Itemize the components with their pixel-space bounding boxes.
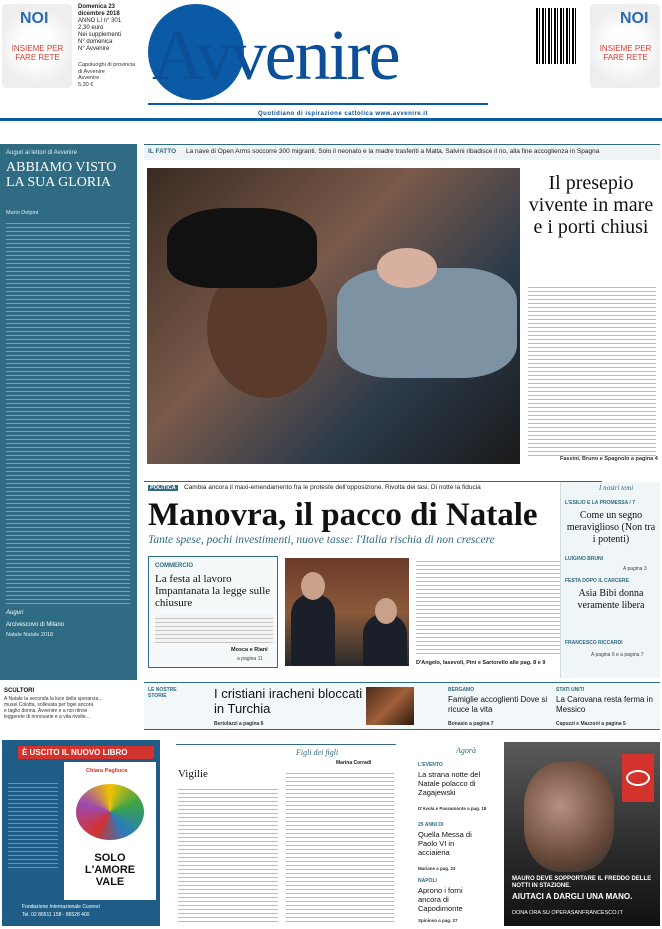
theme1-author: LUIGINO BRUNI [565,556,604,562]
commercio-byline: Mosca e Riani [231,647,268,653]
column-body-left [178,786,278,922]
lead-story-headline: Manovra, il pacco di Natale [148,497,538,533]
charity-text1: MAURO DEVE SOPPORTARE IL FREDDO DELLE NOTTI IN STAZIONE. [512,876,652,889]
theme2-page: A pagina 6 e a pagina 7 [591,652,644,658]
top-story-tag: IL FATTO [148,148,177,155]
column-rule [176,744,396,745]
agora3-kicker: NAPOLI [418,878,437,884]
agora-column [404,740,496,926]
column-article [176,740,396,926]
charity-text3: DONA ORA SU OPERASANFRANCESCO.IT [512,910,623,916]
book-ad[interactable] [2,740,160,926]
photo-man-left [291,594,335,666]
strip-a-kicker: LE NOSTRE STORIE [148,687,177,699]
left-signature-top: Mario Delpini [6,210,39,216]
strip-photo [366,687,414,725]
charity-text2: AIUTACI A DARGLI UNA MANO. [512,892,633,901]
lead-story-strap: Cambia ancora il maxi-emendamento fra le proteste dell'opposizione. Rivolta dei tasi. Di notte la fiducia [184,484,481,491]
barcode [536,8,576,64]
top-story-strap: La nave di Open Arms soccorre 300 migranti. Solo il neonato e la madre trasferiti a Malta. Salvini ribadisce il no, alla fine accoglienza in Spagna [186,148,600,155]
agora2-title: Quella Messa di Paolo VI in acciaieria [418,830,472,857]
strip-c-kicker: STATI UNITI [556,687,585,693]
side-note: di Avvenire [78,68,105,75]
column-title: Vigilie [178,768,208,780]
book-ad-body [8,780,58,870]
logo-rule [148,103,488,105]
charity-logo-mark [626,770,650,786]
scultori-line: leggerete di rinnovarie e a vita rivolte... [4,714,90,720]
side-notes [78,62,138,88]
book-phone: Tel. 02 86511 158 - 86528 400 [22,912,90,918]
book-ad-banner: È USCITO IL NUOVO LIBRO [18,746,154,759]
photo-man-right-face [375,598,397,624]
left-column [0,144,137,680]
book-publisher: Fondazione Internazionale Cuoresì [22,904,100,910]
agora-header: Agorà [456,746,476,755]
charity-ad[interactable] [504,742,660,926]
agora2-kicker: 25 ANNI DI [418,822,444,828]
strip-b-kicker: BERGAMO [448,687,475,693]
book-title: SOLO L'AMORE VALE [84,852,136,888]
column-header: Figli dei figli [296,748,339,757]
themes-header: I nostri temi [599,484,634,492]
commercio-page: a pagina 11 [237,656,263,662]
side-note: 5,30 € [78,81,94,88]
strip-a-byline: Bertolazzi a pagina 6 [214,721,264,727]
masthead-rule [0,118,662,121]
top-story-strap-bar [144,144,660,160]
book-author: Chiara Pagliuca [86,768,128,774]
top-story-byline: Fassini, Bruno e Spagnolo a pagina 4 [560,456,658,462]
lead-story-tag: POLITICA [150,485,176,491]
column-body-right [286,770,394,922]
lead-story-subhead: Tante spese, pochi investimenti, nuove tasse: l'Italia rischia di non crescere [148,534,495,546]
logo: Avvenire [152,15,399,95]
photo-blanket [337,268,517,378]
migrant-photo [147,168,520,464]
left-kicker: Auguri ai lettori di Avvenire [6,150,77,156]
issue-line: ANNO LI n° 301 [78,18,122,24]
agora3-byline: Spinioso a pag. 27 [418,918,458,923]
column-author: Marina Corradi [336,760,372,766]
issue-line: N° domenica [78,39,113,45]
agora1-byline: D'Avola e Passamonte a pag. 18 [418,806,487,811]
photo-baby [377,248,437,288]
side-note: Capoluoghi di provincia [78,62,136,68]
theme2-author: FRANCESCO RICCARDI [565,640,623,646]
strip-c-byline: Capuzzi e Mazzoni a pagina 5 [556,721,626,727]
theme2-kicker: FESTA DOPO IL CARCERE [565,578,629,584]
scultori-box [0,688,140,732]
issue-line: N° Avvenire [78,46,110,52]
strip-c-title: La Carovana resta ferma in Messico [556,695,653,714]
parliament-photo [285,558,409,666]
left-signature: Arcivescovo di Milano [6,622,65,628]
scultori-line: e taglio donna. Avvenire e a noi ritrovi [4,708,88,714]
ear-left-text: INSIEME PER FARE RETE [11,44,64,62]
lead-story-footer-ref: D'Angelo, Iasevoli, Pini e Sartorello alle pag. 8 e 9 [416,660,546,666]
theme2-title: Asia Bibi donna veramente libera [577,588,645,611]
photo-man-left-face [301,572,325,600]
lead-story-strap-bar [144,481,602,495]
left-auguri: Auguri [6,610,24,616]
theme1-page: A pagina 3 [623,566,647,572]
scultori-line: musei Colotta, sollevata per bgei ancora [4,702,94,708]
top-story-body [528,284,656,456]
agora1-kicker: L'EVENTO [418,762,443,768]
side-note: Avvenire [78,75,100,81]
agora1-title: La strana notte del Natale polacco di Zagajewski [418,770,481,797]
top-story-headline: Il presepio vivente in mare e i porti chiusi [528,172,654,238]
commercio-body [155,615,273,643]
left-signature-sub: Natale Natale 2018 [6,632,54,638]
theme1-kicker: L'ESILIO E LA PROMESSA / 7 [565,500,635,506]
theme1-title: Come un segno meraviglioso (Non tra i potenti) [566,510,656,545]
commercio-title: La festa al lavoro Impantanata la legge sulle chiusure [155,573,271,609]
issue-date: Domenica 23 dicembre 2018 [78,4,120,17]
strip-b-title: Famiglie accoglienti Dove si ricuce la vita [448,695,548,714]
charity-logo [622,754,654,802]
agora3-title: Aprono i forni ancora di Capodimonte [418,886,463,913]
ear-right-title: NOI [620,10,649,27]
issue-line: Nei supplementi [78,32,122,38]
issue-info [78,4,138,53]
ear-right-text: INSIEME PER FARE RETE [599,44,652,62]
ear-left [2,4,72,88]
themes-column [560,482,660,678]
scultori-line: A Natale la seconda la luce della speranza... [4,696,103,702]
commercio-kicker: COMMERCIO [155,563,193,569]
book-cover-art [76,784,144,840]
left-title: ABBIAMO VISTO LA SUA GLORIA [6,160,117,190]
ear-right [590,4,660,88]
charity-hands [524,762,614,872]
strip-b-byline: Bonasio a pagina 7 [448,721,494,727]
tagline: Quotidiano di ispirazione cattolica www.avvenire.it [258,111,428,117]
photo-headwrap [167,208,317,288]
commercio-box [148,556,278,668]
stories-strip [144,682,660,730]
masthead [0,0,662,122]
strip-a-title: I cristiani iracheni bloccati in Turchia [214,686,363,716]
scultori-title: SCULTORI [4,688,35,694]
ear-left-title: NOI [20,10,49,27]
agora2-byline: Mariane a pag. 23 [418,866,456,871]
book-cover [64,762,156,900]
left-body-text [6,220,130,605]
issue-line: 2,30 euro [78,25,104,31]
